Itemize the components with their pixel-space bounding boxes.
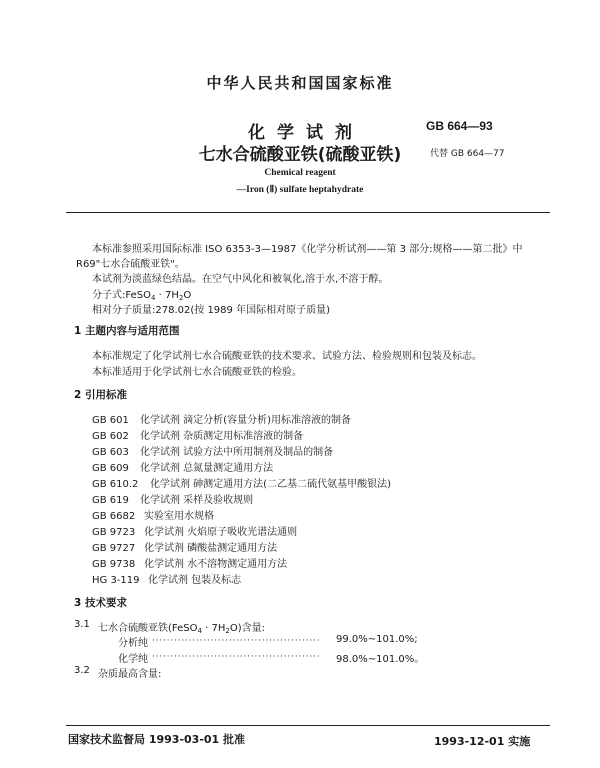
document-subtitle-cn: 七水合硫酸亚铁(硫酸亚铁) (198, 145, 402, 165)
item-3-1-sub-1: 4 (197, 627, 202, 635)
document-subtitle-en: —Iron (Ⅱ) sulfate heptahydrate (236, 185, 364, 195)
formula-mid: · 7H (155, 290, 179, 301)
reference-code: GB 602 (92, 431, 129, 442)
section-3-heading: 3 技术要求 (74, 597, 127, 609)
reference-title: 化学试剂 滴定分析(容量分析)用标准溶液的制备 (140, 415, 351, 426)
reference-item (92, 491, 253, 506)
reference-code: GB 610.2 (92, 479, 139, 490)
molar-mass: 相对分子质量:278.02(按 1989 年国际相对原子质量) (92, 305, 330, 316)
item-3-1-prefix: 七水合硫酸亚铁(FeSO (98, 623, 198, 634)
footer-divider (66, 725, 550, 726)
reference-item (92, 555, 287, 570)
standard-number: GB 664—93 (426, 119, 493, 133)
grade-value-analytical: 99.0%~101.0%; (336, 634, 418, 645)
approval-note: 国家技术监督局 1993-03-01 批准 (68, 733, 246, 746)
reference-code: HG 3-119 (92, 575, 140, 586)
reference-code: GB 619 (92, 495, 129, 506)
reference-code: GB 9727 (92, 543, 136, 554)
reference-item (92, 475, 391, 490)
reference-title: 化学试剂 火焰原子吸收光谱法通则 (144, 527, 298, 538)
reference-title: 化学试剂 杂质测定用标准溶液的制备 (140, 431, 304, 442)
reference-code: GB 9723 (92, 527, 136, 538)
reference-item (92, 571, 241, 586)
reference-code: GB 603 (92, 447, 129, 458)
reference-item (92, 443, 333, 458)
effective-date: 1993-12-01 实施 (434, 735, 531, 748)
item-3-2-number: 3.2 (74, 665, 90, 676)
grade-value-chemical: 98.0%~101.0%。 (336, 654, 425, 665)
document-title-en: Chemical reagent (264, 168, 336, 178)
reference-title: 化学试剂 磷酸盐测定通用方法 (144, 543, 278, 554)
intro-line-1: 本标准参照采用国际标准 ISO 6353-3—1987《化学分析试剂——第 3 部分:规格——第二批》中 (92, 244, 523, 255)
formula-sub-1: 4 (150, 294, 156, 302)
section-1-heading: 1 主题内容与适用范围 (74, 325, 180, 337)
section-1-para-1: 本标准规定了化学试剂七水合硫酸亚铁的技术要求、试验方法、检验规则和包装及标志。 (92, 351, 482, 362)
section-1-para-2: 本标准适用于化学试剂七水合硫酸亚铁的检验。 (92, 367, 302, 378)
reference-title: 化学试剂 砷测定通用方法(二乙基二硫代氨基甲酸银法) (150, 479, 391, 490)
reference-title: 实验室用水规格 (144, 511, 214, 522)
header-divider (66, 212, 550, 213)
grade-label-chemical: 化学纯 (118, 654, 148, 665)
leader-dots: ·············································· (152, 652, 321, 662)
reference-code: GB 9738 (92, 559, 136, 570)
formula-sub-2: 2 (178, 294, 184, 302)
reference-code: GB 601 (92, 415, 129, 426)
reference-title: 化学试剂 水不溶物测定通用方法 (144, 559, 288, 570)
item-3-2-text: 杂质最高含量: (98, 669, 162, 680)
reference-title: 化学试剂 采样及验收规则 (140, 495, 254, 506)
reference-item (92, 459, 273, 474)
reference-item (92, 411, 351, 426)
reference-item (92, 427, 303, 442)
reference-title: 化学试剂 包装及标志 (148, 575, 242, 586)
reference-title: 化学试剂 试验方法中所用制剂及制品的制备 (140, 447, 334, 458)
item-3-1-sub-2: 2 (225, 627, 230, 635)
intro-line-2: R69"七水合硫酸亚铁"。 (76, 259, 185, 270)
replaces-standard: 代替 GB 664—77 (430, 149, 505, 159)
intro-description: 本试剂为淡蓝绿色结晶。在空气中风化和被氧化,溶于水,不溶于醇。 (92, 274, 389, 285)
formula-prefix: 分子式:FeSO (92, 290, 151, 301)
reference-item (92, 507, 214, 522)
item-3-1-mid: · 7H (201, 623, 226, 634)
reference-item (92, 539, 277, 554)
national-standard-title: 中华人民共和国国家标准 (206, 74, 394, 92)
reference-title: 化学试剂 总氮量测定通用方法 (140, 463, 274, 474)
item-3-1-number: 3.1 (74, 619, 90, 630)
grade-label-analytical: 分析纯 (118, 638, 148, 649)
document-title-cn: 化学试剂 (248, 123, 364, 143)
molecular-formula (92, 286, 191, 301)
reference-code: GB 609 (92, 463, 129, 474)
formula-suffix: O (183, 290, 192, 301)
leader-dots: ·············································· (152, 636, 321, 646)
item-3-1-text (98, 619, 265, 634)
section-2-heading: 2 引用标准 (74, 389, 127, 401)
reference-item (92, 523, 297, 538)
reference-code: GB 6682 (92, 511, 136, 522)
item-3-1-suffix: O)含量: (229, 623, 265, 634)
